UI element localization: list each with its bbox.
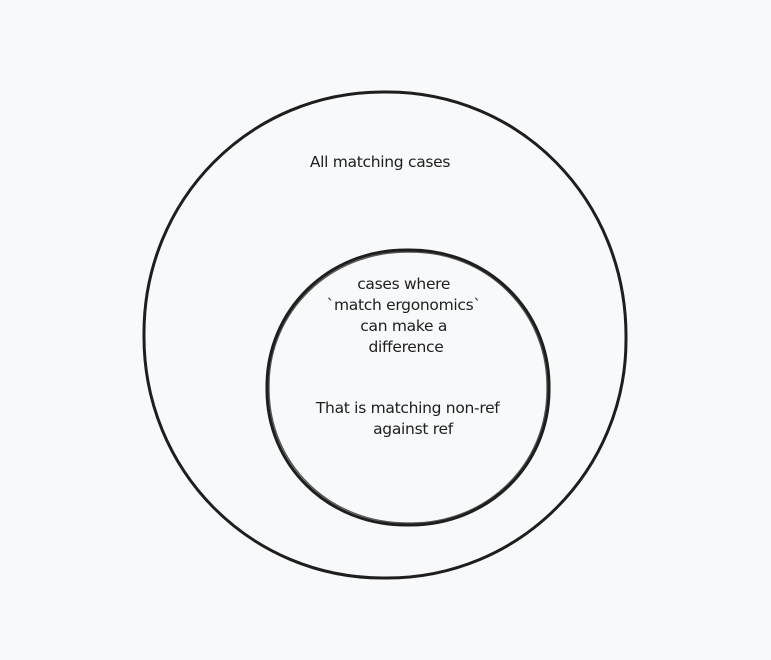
inner-set-label-line: cases where bbox=[357, 275, 451, 293]
inner-set-note bbox=[315, 399, 504, 438]
inner-set-label-line: difference bbox=[368, 338, 444, 356]
inner-set-note-line: That is matching non-ref bbox=[315, 399, 500, 417]
inner-set-label-line: can make a bbox=[360, 317, 448, 335]
inner-set-label-line: `match ergonomics` bbox=[326, 296, 481, 314]
inner-set-label bbox=[327, 275, 486, 356]
inner-set-note-line: against ref bbox=[373, 420, 453, 438]
outer-set-label: All matching cases bbox=[309, 153, 451, 171]
